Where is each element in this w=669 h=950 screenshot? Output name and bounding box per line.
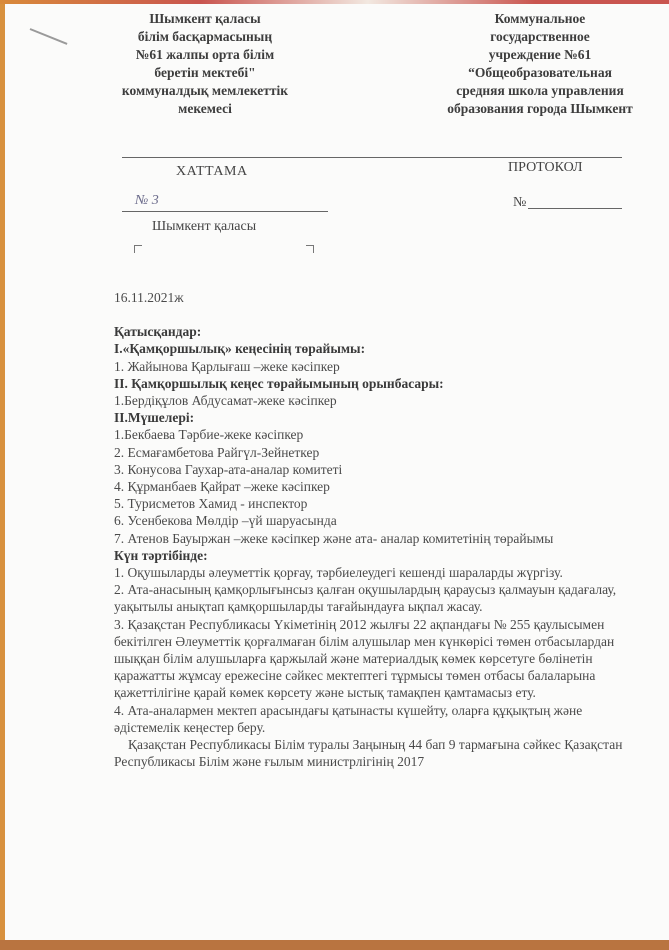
city-label: Шымкент қаласы [152,219,257,234]
protocol-number-label: № [513,195,527,210]
member-entry: 3. Конусова Гаухар-ата-аналар комитеті [114,461,343,477]
deputy-heading: II. Қамқоршылық кеңес төрайымының орынбасары: [114,375,444,391]
header-line: коммуналдық мемлекеттік [121,83,289,98]
header-line: Шымкент қаласы [149,11,261,26]
header-line: образования города Шымкент [447,101,633,116]
chair-entry: 1. Жайынова Қарлығаш –жеке кәсіпкер [114,358,340,374]
header-divider [122,157,622,158]
header-line: “Общеобразовательная [468,65,612,80]
doc-title-kazakh: ХАТТАМА [176,164,248,179]
member-entry: 6. Усенбекова Мөлдір –үй шаруасында [114,513,337,529]
header-russian [430,10,650,118]
member-entry: 7. Атенов Бауыржан –жеке кәсіпкер және ата- аналар комитетінің төрайымы [114,530,554,546]
header-line: мекемесі [178,101,232,116]
header-line: беретін мектебі" [154,65,256,80]
scan-edge-bottom [0,940,669,950]
doc-title-russian: ПРОТОКОЛ [508,160,583,175]
participants-heading: Қатысқандар: [114,324,202,340]
number-underline-left [122,211,328,212]
agenda-item: 3. Қазақстан Республикасы Үкіметінің 2012 жылғы 22 ақпандағы № 255 қаулысымен бекітілген Әлеуметтік қорғалмаған білім алушылар мен күнкөрісі төмен отбасылардан шыққан білім алушыларға қаржылай және материалдық көмек көрсетуге бөлінетін қаражатты жұмсау ережесіне сәйкес мектептегі тұрмысы төмен отбасы балаларына қажеттілігіне қарай көмек көрсету және ыстық тамақпен қамтамасыз ету. [114,616,615,701]
chair-heading: I.«Қамқоршылық» кеңесінің төрайымы: [114,341,366,357]
header-line: Коммунальное [494,11,586,26]
header-line: государственное [490,29,590,44]
member-entry: 1.Бекбаева Тәрбие-жеке кәсіпкер [114,427,304,443]
deputy-entry: 1.Бердіқұлов Абдусамат-жеке кәсіпкер [114,393,337,409]
header-line: білім басқармасының [137,29,273,44]
document-body [114,289,634,770]
header-kazakh [100,10,310,118]
agenda-item: 1. Оқушыларды әлеуметтік қорғау, тәрбиелеудегі кешенді шараларды жүргізу. [114,565,563,581]
agenda-item: 4. Ата-аналармен мектеп арасындағы қатынасты күшейту, оларға құқықтың және әдістемелік кеңестер беру. [114,702,583,735]
members-heading: II.Мүшелері: [114,410,195,426]
corner-mark-left [134,245,142,253]
member-entry: 4. Құрманбаев Қайрат –жеке кәсіпкер [114,479,330,495]
meeting-date: 16.11.2021ж [114,290,184,305]
agenda-heading: Күн тәртібінде: [114,547,208,563]
member-entry: 2. Есмағамбетова Райгүл-Зейнеткер [114,444,320,460]
closing-paragraph: Қазақстан Республикасы Білім туралы Заңының 44 бап 9 тармағына сәйкес Қазақстан Республикасы Білім және ғылым министрлігінің 2017 [114,737,623,770]
scan-edge-top [0,0,669,4]
number-underline-right [528,208,622,209]
header-line: №61 жалпы орта білім [135,47,275,62]
header-line: учреждение №61 [488,47,592,62]
protocol-number-handwritten: № 3 [135,193,159,208]
member-entry: 5. Турисметов Хамид - инспектор [114,496,308,512]
agenda-item: 2. Ата-анасының қамқорлығынсыз қалған оқушылардың қараусыз қалмауын қадағалау, уақытылы анықтап қамқоршыларды тағайындауға ықпал жасау. [114,582,617,615]
header-line: средняя школа управления [456,83,624,98]
corner-mark-right [306,245,314,253]
